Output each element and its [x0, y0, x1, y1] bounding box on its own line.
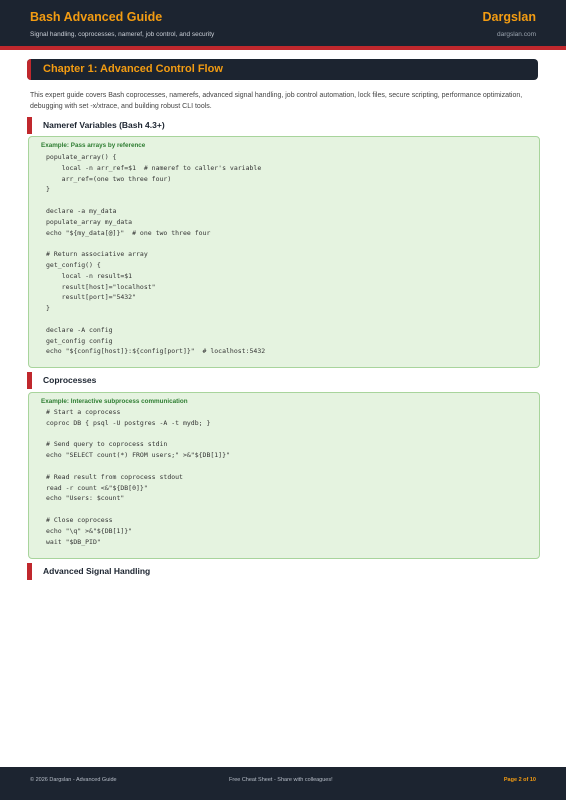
code-line: populate_array() { — [46, 153, 117, 161]
code-line: # Start a coprocess — [46, 408, 121, 416]
code-line: declare -a my_data — [46, 206, 117, 215]
code-line: result[host]="localhost" — [46, 282, 156, 291]
page-header — [0, 0, 566, 46]
page-number: Page 2 of 10 — [503, 777, 536, 783]
section-heading-label: Coprocesses — [43, 375, 97, 385]
code-lines — [46, 152, 265, 357]
guide-subtitle: Signal handling, coprocesses, nameref, job control, and security — [30, 31, 215, 38]
code-line — [46, 238, 265, 249]
header-accent-bar — [0, 46, 566, 50]
code-line — [46, 314, 265, 325]
chapter-title: Chapter 1: Advanced Control Flow — [43, 63, 223, 75]
code-line: get_config config — [46, 336, 113, 345]
code-line: } — [46, 304, 50, 313]
code-line: # Read result from coprocess stdout — [46, 472, 183, 481]
code-line — [46, 461, 230, 472]
section-heading-signals — [27, 563, 327, 580]
code-line — [46, 195, 265, 206]
code-line: # Return associative array — [46, 250, 148, 259]
code-line: read -r count <&"${DB[0]}" — [46, 483, 148, 492]
code-line — [46, 429, 230, 440]
page-footer — [0, 767, 566, 800]
code-line: echo "SELECT count(*) FROM users;" >&"${DB[1]}" — [46, 451, 230, 460]
code-lines — [46, 407, 230, 547]
footer-tagline: Free Cheat Sheet - Share with colleagues! — [229, 777, 333, 783]
code-line: } — [46, 185, 50, 194]
code-line: result[port]="5432" — [46, 293, 137, 302]
code-line: get_config() { — [46, 260, 101, 269]
intro-paragraph: This expert guide covers Bash coprocesses, namerefs, advanced signal handling, job control automation, lock files, secure scripting, performance optimization, debugging with set -x/xtrace, and building robust CLI tools. — [30, 92, 523, 110]
section-heading-coprocesses — [27, 372, 327, 389]
code-line: # Send query to coprocess stdin — [46, 440, 168, 449]
code-line: populate_array my_data — [46, 217, 133, 226]
code-block-coprocesses — [28, 392, 540, 559]
chapter-banner — [27, 59, 538, 80]
footer-copyright: © 2026 Dargslan - Advanced Guide — [30, 777, 117, 783]
code-line: arr_ref=(one two three four) — [46, 174, 172, 183]
section-heading-label: Advanced Signal Handling — [43, 566, 151, 576]
section-accent — [27, 372, 32, 389]
brand-name: Dargslan — [482, 10, 536, 24]
code-line: # Close coprocess — [46, 515, 113, 524]
chapter-accent — [27, 59, 31, 80]
code-line: echo "${my_data[@]}" # one two three four — [46, 228, 211, 237]
code-line: wait "$DB_PID" — [46, 537, 101, 546]
section-heading-nameref — [27, 117, 327, 134]
site-link[interactable]: dargslan.com — [496, 31, 536, 38]
guide-title: Bash Advanced Guide — [30, 10, 163, 24]
section-accent — [27, 117, 32, 134]
code-line: coproc DB { psql -U postgres -A -t mydb; } — [46, 418, 211, 427]
section-accent — [27, 563, 32, 580]
code-line: declare -A config — [46, 325, 113, 334]
code-line: echo "\q" >&"${DB[1]}" — [46, 526, 133, 535]
code-line: local -n result=$1 — [46, 271, 133, 280]
example-label: Example: Interactive subprocess communication — [41, 398, 188, 405]
code-line: local -n arr_ref=$1 # nameref to caller's variable — [46, 163, 262, 172]
code-block-nameref — [28, 136, 540, 368]
code-line — [46, 504, 230, 515]
example-label: Example: Pass arrays by reference — [41, 142, 146, 149]
code-line: echo "${config[host]}:${config[port]}" # localhost:5432 — [46, 347, 266, 356]
code-line: echo "Users: $count" — [46, 494, 125, 503]
section-heading-label: Nameref Variables (Bash 4.3+) — [43, 120, 165, 130]
